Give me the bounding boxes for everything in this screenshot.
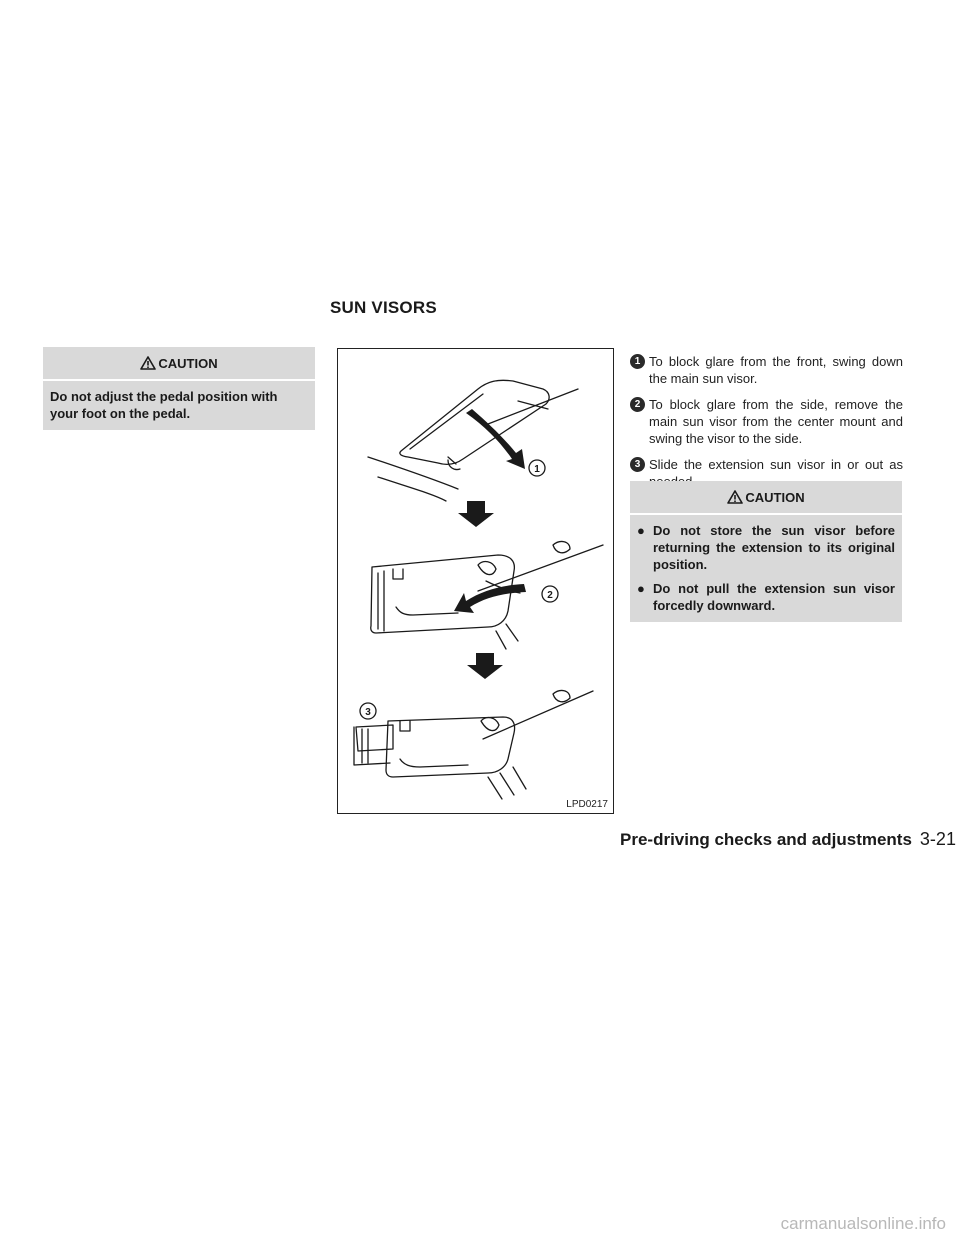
bullet-icon: ● (637, 581, 645, 596)
page-footer (620, 829, 956, 850)
bullet-icon: ● (637, 523, 645, 538)
caution-header (630, 481, 902, 515)
caution-header (43, 347, 315, 381)
caution-label: CAUTION (745, 489, 805, 505)
svg-text:3: 3 (365, 707, 371, 718)
svg-text:1: 1 (534, 464, 540, 475)
down-arrow-icon (467, 653, 503, 679)
svg-text:2: 2 (547, 590, 553, 601)
chapter-title: Pre-driving checks and adjustments (620, 830, 912, 849)
callout-2 (542, 586, 558, 602)
down-arrow-icon (458, 501, 494, 527)
instruction-steps (630, 353, 903, 499)
caution-text: Do not adjust the pedal position with your foot on the pedal. (50, 389, 278, 421)
figure-code: LPD0217 (566, 799, 608, 810)
section-title: SUN VISORS (330, 298, 437, 317)
step-number: 2 (630, 397, 645, 412)
step-number: 3 (630, 457, 645, 472)
sun-visor-diagram (338, 349, 613, 813)
page-number: 3-21 (919, 829, 956, 849)
caution-bullet-text: Do not pull the extension sun visor forcedly downward. (653, 581, 895, 613)
warning-triangle-icon (140, 356, 156, 370)
caution-bullet-text: Do not store the sun visor before returning the extension to its original position. (653, 523, 895, 572)
watermark: carmanualsonline.info (780, 1214, 946, 1233)
step-text: To block glare from the side, remove the main sun visor from the center mount and swing the visor to the side. (649, 397, 903, 446)
step-number: 1 (630, 354, 645, 369)
callout-1 (529, 460, 545, 476)
sun-visor-illustration (337, 348, 614, 814)
caution-bullet (637, 580, 895, 614)
step-text: To block glare from the front, swing down the main sun visor. (649, 354, 903, 386)
warning-triangle-icon (727, 490, 743, 504)
step-item (630, 396, 903, 447)
callout-3 (360, 703, 376, 719)
step-item (630, 353, 903, 387)
caution-bullet (637, 522, 895, 573)
caution-box-pedal (43, 347, 315, 430)
step-text: Slide the extension sun visor in or out as (649, 457, 903, 472)
caution-label: CAUTION (158, 355, 218, 371)
caution-list (630, 515, 902, 622)
caution-box-sun-visor (630, 481, 902, 622)
